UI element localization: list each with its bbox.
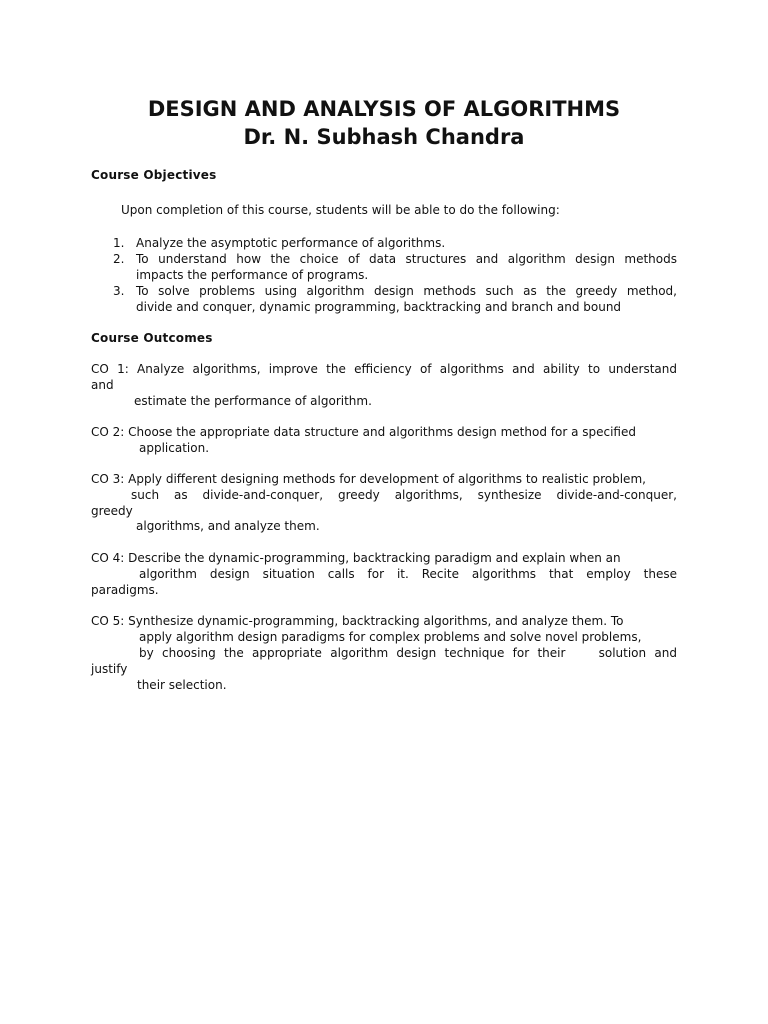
objective-text: impacts the performance of programs. bbox=[136, 268, 369, 282]
outcome-text: algorithms, and analyze them. bbox=[136, 519, 320, 533]
outcome-text: such as divide-and-conquer, greedy algorithms, synthesize divide-and-conquer, bbox=[131, 488, 677, 502]
objective-text: divide and conquer, dynamic programming, backtracking and branch and bound bbox=[136, 300, 622, 314]
outcome-text: apply algorithm design paradigms for complex problems and solve novel problems, bbox=[139, 630, 642, 644]
objective-number: 3. bbox=[113, 284, 125, 298]
outcome-text: CO 4: Describe the dynamic-programming, backtracking paradigm and explain when an bbox=[91, 551, 621, 565]
objectives-heading: Course Objectives bbox=[91, 168, 217, 182]
outcome-text: CO 3: Apply different designing methods for development of algorithms to realistic problem, bbox=[91, 472, 646, 486]
outcome-text: greedy bbox=[91, 504, 133, 518]
outcomes-heading: Course Outcomes bbox=[91, 331, 213, 345]
outcome-text: CO 2: Choose the appropriate data structure and algorithms design method for a specified bbox=[91, 425, 636, 439]
outcome-text: paradigms. bbox=[91, 583, 159, 597]
objective-number: 1. bbox=[113, 236, 125, 250]
objectives-intro: Upon completion of this course, students will be able to do the following: bbox=[121, 203, 560, 217]
objective-text: To solve problems using algorithm design methods such as the greedy method, bbox=[136, 284, 677, 298]
outcome-text: CO 1: Analyze algorithms, improve the efficiency of algorithms and ability to understand bbox=[91, 362, 677, 376]
document-author: Dr. N. Subhash Chandra bbox=[243, 125, 525, 149]
objective-number: 2. bbox=[113, 252, 125, 266]
document-title: DESIGN AND ANALYSIS OF ALGORITHMS bbox=[147, 97, 621, 121]
outcome-text: justify bbox=[91, 662, 128, 676]
outcome-text: application. bbox=[139, 441, 210, 455]
outcome-text: estimate the performance of algorithm. bbox=[134, 394, 372, 408]
outcome-text: and bbox=[91, 378, 114, 392]
objective-text: Analyze the asymptotic performance of algorithms. bbox=[136, 236, 446, 250]
objective-text: To understand how the choice of data structures and algorithm design methods bbox=[136, 252, 677, 266]
outcome-text: algorithm design situation calls for it. Recite algorithms that employ these bbox=[139, 567, 677, 581]
outcome-text: by choosing the appropriate algorithm design technique for their solution and bbox=[139, 646, 677, 660]
outcome-text: CO 5: Synthesize dynamic-programming, backtracking algorithms, and analyze them. To bbox=[91, 614, 624, 628]
outcome-text: their selection. bbox=[137, 678, 227, 692]
